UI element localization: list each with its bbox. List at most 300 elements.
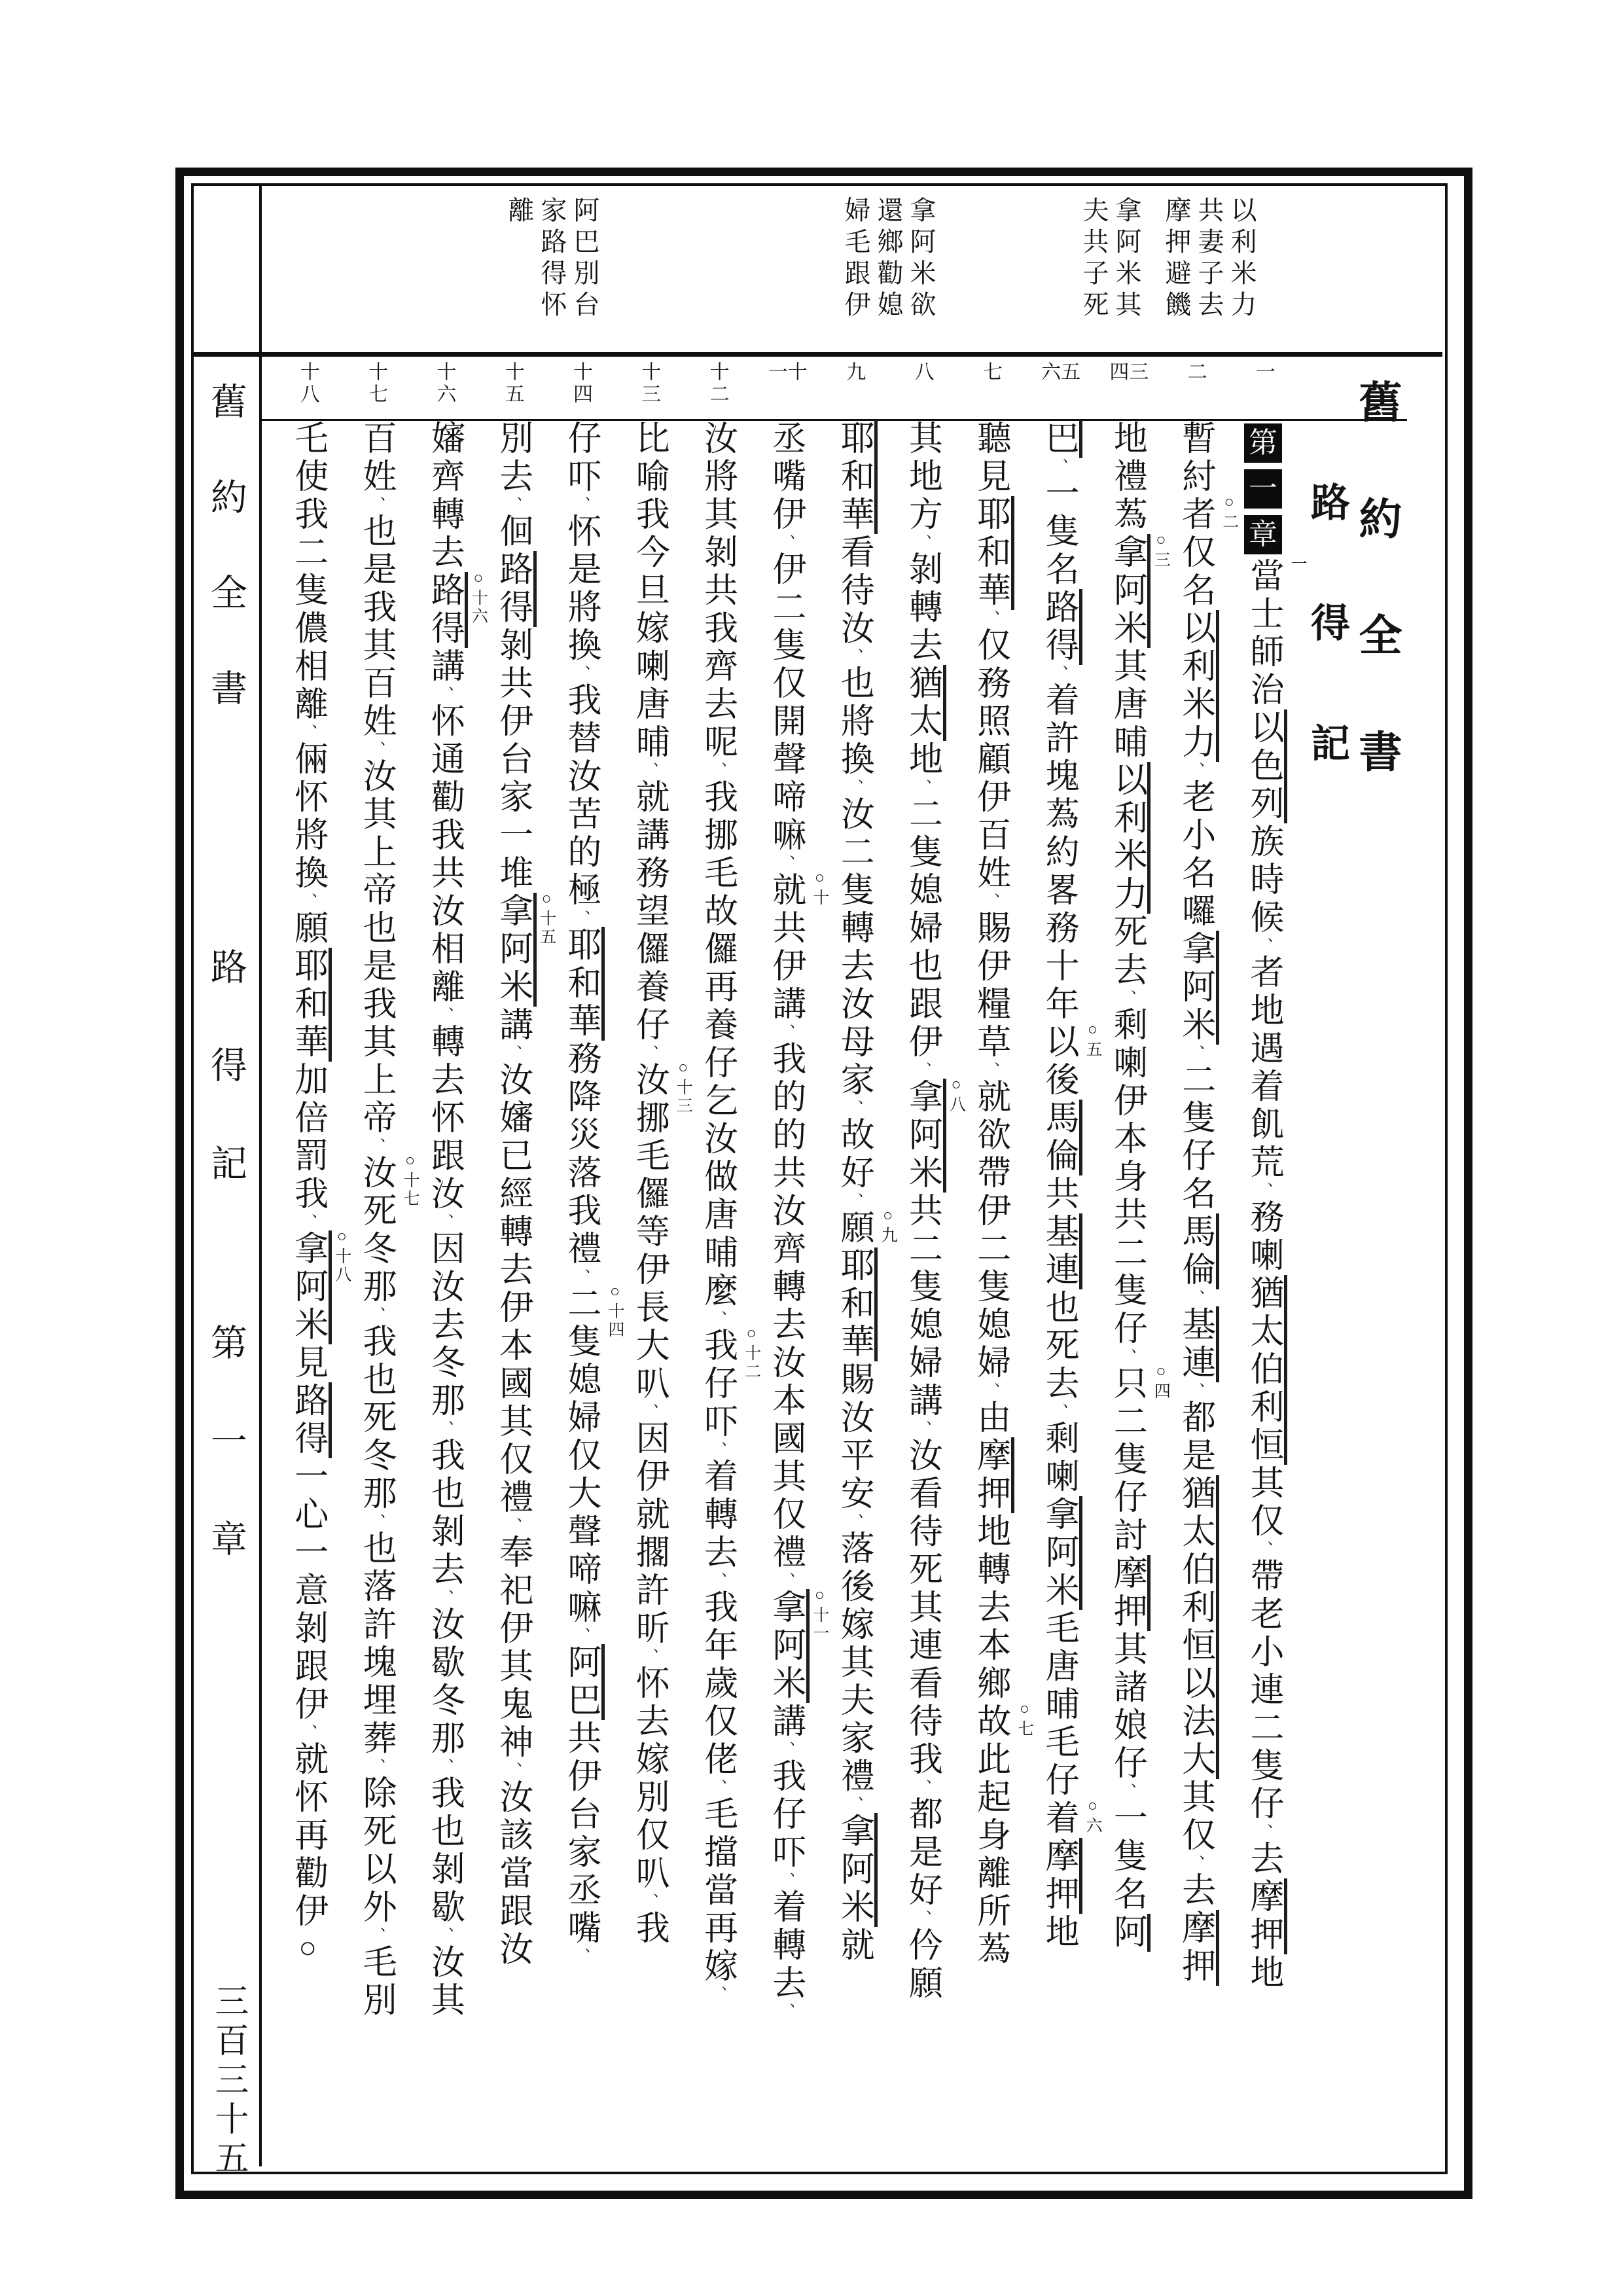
punctuation: 、: [435, 686, 453, 703]
summary-elimelech-to-moab: [1153, 196, 1258, 351]
proper-name: 以利米力: [1177, 610, 1219, 762]
text-run: 怀通勸我共汝相離: [425, 703, 463, 1007]
text-run: 着轉去: [766, 1889, 804, 2003]
punctuation: 、: [708, 762, 726, 779]
text-run: 乇使我二隻儂相離: [289, 420, 327, 724]
proper-name: 摩押: [1177, 1910, 1219, 1986]
summary-column: 拿阿米其: [1112, 196, 1141, 322]
verse-marker-glyphs: ○八: [947, 1076, 965, 1114]
proper-name: 摩押: [1245, 1878, 1287, 1954]
verse-number-glyphs: 三: [1126, 361, 1148, 384]
punctuation: 、: [845, 1796, 863, 1813]
text-run: 去: [1176, 1872, 1214, 1910]
punctuation: 、: [298, 724, 316, 741]
proper-name: 基連: [1040, 1213, 1082, 1289]
verse-marker-glyphs: ○十三: [674, 1059, 692, 1115]
text-run: 務喇: [1245, 1199, 1282, 1275]
text-column-7: [834, 420, 897, 2174]
verse-marker-glyphs: ○十二: [742, 1325, 760, 1381]
verse-number-glyphs: 一: [764, 361, 787, 384]
proper-name: 摩押: [1040, 1838, 1082, 1914]
proper-name: 耶和華: [972, 496, 1014, 610]
punctuation: 、: [776, 1741, 794, 1758]
text-column-2: [1176, 420, 1238, 2174]
text-run: 我也剝去: [425, 1437, 463, 1589]
verse-number-glyphs: 四: [1106, 361, 1128, 384]
proper-name: 巴: [1040, 420, 1082, 458]
verse-marker-glyphs: ○十七: [401, 1152, 419, 1208]
verse-number-glyphs: 十五: [501, 361, 524, 406]
proper-name: 拿阿米: [289, 1230, 332, 1344]
punctuation: 、: [1050, 665, 1067, 682]
punctuation: 、: [981, 610, 999, 627]
proper-name: 拿阿米: [1108, 534, 1150, 648]
text-run: 也落許塊埋葬: [357, 1530, 395, 1758]
verse-marker-glyphs: ○七: [1015, 1700, 1033, 1738]
punctuation: 、: [1186, 1045, 1204, 1062]
verse-start-number: [285, 361, 330, 423]
verse-start-number: [900, 361, 944, 423]
text-run: 也是我其百姓: [357, 513, 395, 741]
proper-name: 拿阿米: [835, 1813, 878, 1927]
text-run: 當士師治: [1245, 558, 1282, 709]
punctuation: 、: [435, 1589, 453, 1606]
text-run: 就共伊講: [766, 872, 804, 1024]
text-run: 帶老小連二隻仔: [1245, 1558, 1282, 1823]
punctuation: 、: [367, 1513, 385, 1530]
text-column-13: [425, 420, 488, 2174]
text-run: 因伊就擱許昕: [630, 1420, 668, 1648]
verse-number-glyphs: 五: [1058, 361, 1080, 384]
summary-naomi-husband-sons-die: [1075, 196, 1143, 351]
verse-start-number: [968, 361, 1012, 423]
proper-name: 拿阿米: [1040, 1496, 1082, 1610]
punctuation: 、: [1186, 762, 1204, 779]
text-run: 倆怀將換: [289, 741, 327, 893]
proper-name: 耶和華: [289, 948, 332, 1062]
punctuation: 、: [298, 893, 316, 910]
text-run: 講: [766, 1703, 804, 1741]
punctuation: 、: [845, 1513, 863, 1530]
text-run: 我年歲仅佬: [698, 1589, 736, 1779]
text-run: 就講務望儸養仔: [630, 779, 668, 1045]
punctuation: 、: [298, 1724, 316, 1741]
proper-name: 摩押: [1108, 1555, 1150, 1631]
verse-number-glyphs: 十八: [296, 361, 319, 406]
text-run: 其地方: [903, 420, 941, 534]
text-column-9: [698, 420, 760, 2174]
punctuation: 、: [1186, 1855, 1204, 1872]
proper-name: 阿巴: [562, 1644, 605, 1720]
proper-name: 猶太: [904, 665, 946, 741]
punctuation: 、: [435, 1007, 453, 1024]
verse-number-glyphs: 六: [1038, 361, 1060, 384]
punctuation: 、: [1050, 1403, 1067, 1420]
punctuation: 、: [1118, 1783, 1135, 1800]
summary-naomi-returns: [832, 196, 937, 351]
header-separator-line: [194, 352, 1442, 357]
punctuation: 、: [572, 665, 589, 682]
text-run: 都是: [1176, 1399, 1214, 1475]
text-run: 伊二隻仅開聲啼嘛: [766, 551, 804, 855]
text-run: 丞嘴伊: [766, 420, 804, 534]
proper-name: 耶和華: [835, 420, 878, 534]
punctuation: 、: [913, 1779, 931, 1796]
punctuation: 、: [708, 1310, 726, 1327]
text-run: 共: [1040, 1175, 1078, 1213]
punctuation: 、: [913, 1910, 931, 1927]
text-run: 我也死冬那: [357, 1323, 395, 1513]
punctuation: 、: [708, 1441, 726, 1458]
text-run: 毛擋當再嫁: [698, 1796, 736, 1986]
verse-start-number: [353, 361, 398, 423]
chapter-heading-block: 一: [1244, 469, 1282, 509]
verse-marker-glyphs: ○十五: [537, 890, 556, 946]
margin-section-title: 路得記: [205, 948, 246, 1242]
text-run: 汝該當跟汝: [493, 1779, 531, 1969]
text-run: 汝挪毛儸等伊長大叭: [630, 1062, 668, 1403]
punctuation: 、: [845, 779, 863, 796]
punctuation: 、: [981, 1062, 999, 1079]
section-title: 路得記: [1306, 482, 1349, 843]
text-run: 轉去怀跟汝: [425, 1024, 463, 1213]
verse-start-number: [626, 361, 671, 423]
book-title: 舊約全書: [1352, 380, 1400, 846]
text-run: 地轉去本鄉: [971, 1513, 1009, 1703]
punctuation: 、: [640, 1403, 658, 1420]
text-run: 落後嫁其夫家禮: [835, 1530, 873, 1796]
punctuation: 、: [776, 1872, 794, 1889]
punctuation: 、: [845, 1193, 863, 1210]
verse-start-number: [490, 361, 535, 423]
text-run: 其仅: [1245, 1465, 1282, 1541]
verse-start-number: [1173, 361, 1217, 423]
text-run: 者地遇着飢荒: [1245, 954, 1282, 1182]
verse-number-glyphs: 十四: [570, 361, 592, 406]
verse-number-glyphs: 十二: [706, 361, 728, 406]
verse-number-glyphs: 八: [911, 361, 933, 384]
punctuation: 、: [572, 1268, 589, 1285]
text-run: 仔吓: [562, 420, 599, 496]
punctuation: 、: [1255, 1823, 1272, 1840]
text-run: 也死去: [1040, 1289, 1078, 1403]
margin-book-title: 舊約全書: [205, 382, 246, 764]
text-run: 只二隻仔討: [1108, 1365, 1146, 1555]
text-run: 其諸娘仔: [1108, 1631, 1146, 1783]
text-run: 地: [1040, 1914, 1078, 1952]
text-run: 也將換: [835, 665, 873, 779]
punctuation: 、: [367, 1758, 385, 1775]
summary-column: 婦毛跟伊: [841, 196, 870, 322]
punctuation: 、: [708, 1779, 726, 1796]
punctuation: 、: [435, 1758, 453, 1775]
punctuation: 、: [845, 648, 863, 665]
text-run: 汝看待死其連看待我: [903, 1437, 941, 1779]
punctuation: 、: [1255, 1541, 1272, 1558]
margin-separator-line: [259, 186, 262, 2166]
punctuation: 、: [435, 1927, 453, 1944]
summary-column: 以利米力: [1227, 196, 1257, 322]
summary-column: 家路得怀: [537, 196, 567, 322]
verse-marker-glyphs: ○六: [1084, 1797, 1102, 1835]
punctuation: 、: [640, 762, 658, 779]
summary-column: 拿阿米欲: [906, 196, 936, 322]
summary-column: 摩押避饑: [1162, 196, 1191, 322]
text-run: 就怀再勸伊: [289, 1741, 327, 1931]
summary-orpah-leaves-ruth-stays: [496, 196, 601, 351]
punctuation: 、: [776, 534, 794, 551]
punctuation: 、: [367, 741, 385, 758]
verse-marker-glyphs: ○十: [810, 869, 829, 907]
text-run: 別去: [493, 420, 531, 496]
verse-start-number: [831, 361, 876, 423]
text-run: 我挪毛故儸再養仔乞汝做唐晡麼: [698, 779, 736, 1310]
verse-marker-glyphs: 一: [1289, 555, 1306, 573]
proper-name: 路得: [1040, 589, 1082, 665]
text-run: 剩喇: [1040, 1420, 1078, 1496]
text-run: 我仔吓: [698, 1327, 736, 1441]
text-run: 汝二隻轉去汝母家: [835, 796, 873, 1100]
text-run: 汝歇冬那: [425, 1606, 463, 1758]
text-run: 除死以外: [357, 1775, 395, 1927]
text-run: 怀去嫁別仅叭: [630, 1665, 668, 1893]
text-run: 汝將其剝共我齊去呢: [698, 420, 736, 762]
chapter-heading-block: 章: [1244, 515, 1282, 554]
text-run: 我替汝苦的極: [562, 682, 599, 910]
summary-column: 夫共子死: [1079, 196, 1109, 322]
punctuation: 、: [1255, 937, 1272, 954]
text-column-11: [562, 420, 624, 2174]
text-run: 就欲帶伊二隻媳婦: [971, 1079, 1009, 1382]
text-column-1: [1244, 420, 1306, 2174]
punctuation: 、: [503, 496, 521, 513]
punctuation: 、: [572, 1948, 589, 1965]
proper-name: 拿阿米: [904, 1079, 946, 1193]
punctuation: 、: [640, 1648, 658, 1665]
text-run: 一隻名: [1040, 475, 1078, 589]
punctuation: 、: [435, 1213, 453, 1230]
punctuation: 、: [913, 779, 931, 796]
text-run: 由: [971, 1399, 1009, 1437]
text-run: 地: [1245, 1954, 1282, 1992]
text-run: 見: [289, 1344, 327, 1382]
verse-marker-glyphs: ○十四: [606, 1283, 624, 1339]
verse-start-number: [1241, 361, 1285, 423]
proper-name: 拿阿米: [1177, 931, 1219, 1045]
verse-marker-glyphs: ○十八: [332, 1228, 351, 1284]
verse-number-glyphs: 一: [1253, 361, 1274, 384]
text-run: 一心一意剝跟伊: [289, 1458, 327, 1724]
punctuation: 、: [298, 1213, 316, 1230]
text-run: 死去: [1108, 914, 1146, 990]
text-column-10: [630, 420, 692, 2174]
text-run: 我: [630, 1910, 668, 1948]
punctuation: 、: [913, 1420, 931, 1437]
proper-name: 路得: [494, 551, 537, 627]
chapter-heading-block: 第: [1244, 423, 1282, 463]
text-run: 族時候: [1245, 823, 1282, 937]
summary-column: 阿巴別台: [570, 196, 599, 322]
proper-name: 拿阿米: [767, 1589, 810, 1703]
verse-marker-glyphs: ○九: [879, 1207, 897, 1245]
proper-name: 猶太伯利恒: [1177, 1475, 1219, 1665]
proper-name: 阿: [1108, 1914, 1150, 1952]
text-run: 二隻仔名: [1176, 1062, 1214, 1213]
punctuation: 、: [776, 1572, 794, 1589]
punctuation: 、: [708, 1986, 726, 2003]
proper-name: 猶太伯利恒: [1245, 1275, 1287, 1465]
punctuation: 、: [367, 1927, 385, 1944]
text-run: 就: [835, 1927, 873, 1965]
proper-name: 摩押: [972, 1437, 1014, 1513]
margin-chapter-label: 第一章: [205, 1323, 246, 1618]
text-run: 老小名囉: [1176, 779, 1214, 931]
summary-column: 離: [505, 196, 534, 228]
punctuation: 、: [776, 2003, 794, 2020]
margin-page-number: 三百三十五: [209, 1983, 247, 2179]
text-run: 我仔吓: [766, 1758, 804, 1872]
punctuation: 、: [367, 1138, 385, 1155]
verse-marker-glyphs: ○十六: [469, 569, 488, 626]
verse-start-number: [558, 361, 603, 423]
verse-start-number: [695, 361, 740, 423]
punctuation: 、: [1186, 1382, 1204, 1399]
text-run: 毛唐晡毛仔: [1040, 1610, 1078, 1800]
text-run: 一隻名: [1108, 1800, 1146, 1914]
summary-column: 還鄉勸媳: [874, 196, 903, 322]
proper-name: 以色列: [1245, 709, 1287, 823]
punctuation: 、: [572, 1627, 589, 1644]
verse-marker-glyphs: ○四: [1152, 1363, 1170, 1401]
text-run: 二隻媳婦仅大聲啼嘛: [562, 1285, 599, 1627]
verse-number-glyphs: 九: [843, 361, 865, 384]
summary-column: 共妻子去: [1194, 196, 1224, 322]
punctuation: 、: [640, 1045, 658, 1062]
punctuation: 、: [503, 1517, 521, 1534]
text-run: 剩喇伊本身共二隻仔: [1108, 1007, 1146, 1348]
text-run: 以後: [1040, 1024, 1078, 1100]
text-run: 去: [1245, 1840, 1282, 1878]
verse-start-number: [1104, 361, 1149, 423]
punctuation: 、: [435, 1420, 453, 1437]
text-run: 嬸齊轉去: [425, 420, 463, 572]
proper-name: 基連: [1177, 1306, 1219, 1382]
text-run: 毛別: [357, 1944, 395, 2020]
text-column-6: [903, 420, 965, 2174]
text-run: 仱願: [903, 1927, 941, 2003]
punctuation: 、: [367, 1306, 385, 1323]
text-run: 賜汝平安: [835, 1361, 873, 1513]
text-run: 共二隻媳婦講: [903, 1193, 941, 1420]
punctuation: 、: [503, 1762, 521, 1779]
text-run: 我的的共汝齊轉去汝本國其仅禮: [766, 1041, 804, 1572]
text-column-8: [766, 420, 829, 2174]
text-run: 其仅: [1176, 1779, 1214, 1855]
text-column-3: [1107, 420, 1170, 2174]
punctuation: 、: [913, 1062, 931, 1079]
text-run: 都是好: [903, 1796, 941, 1910]
punctuation: 、: [1050, 458, 1067, 475]
punctuation: 、: [981, 1382, 999, 1399]
verse-marker-glyphs: ○二: [1220, 493, 1238, 531]
text-run: 聽見: [971, 420, 1009, 496]
proper-name: 馬倫: [1177, 1213, 1219, 1289]
text-run: 願: [289, 910, 327, 948]
text-run: 因汝去冬那: [425, 1230, 463, 1420]
punctuation: 、: [1186, 1289, 1204, 1306]
verse-marker-glyphs: ○五: [1084, 1021, 1102, 1059]
text-run: 講: [493, 1007, 531, 1045]
text-run: 汝其: [425, 1944, 463, 2020]
punctuation: 、: [1118, 990, 1135, 1007]
punctuation: 、: [503, 1045, 521, 1062]
punctuation: 、: [776, 855, 794, 872]
punctuation: 、: [367, 496, 385, 513]
text-run: 共伊台家丞嘴: [562, 1720, 599, 1948]
verse-number-glyphs: 十七: [365, 361, 387, 406]
text-run: 者仅名: [1176, 496, 1214, 610]
text-run: 故好: [835, 1117, 873, 1193]
text-run: 地禮蒍: [1108, 420, 1146, 534]
verse-start-number: [421, 361, 466, 423]
proper-name: 路得: [289, 1382, 332, 1458]
text-run: 剝轉去: [903, 551, 941, 665]
punctuation: 、: [640, 1893, 658, 1910]
text-run: 我也剝歇: [425, 1775, 463, 1927]
proper-name: 馬倫: [1040, 1100, 1082, 1175]
text-run: 仅務照顧伊百姓: [971, 627, 1009, 893]
text-run: 汝死冬那: [357, 1155, 395, 1306]
text-run: 汝嬸已經轉去伊本國其仅禮: [493, 1062, 531, 1517]
text-run: 奉祀伊其鬼神: [493, 1534, 531, 1762]
text-run: 加倍罰我: [289, 1062, 327, 1213]
text-run: 着許塊蒍約畧務十年: [1040, 682, 1078, 1024]
text-run: 佪: [493, 513, 531, 551]
punctuation: 、: [1255, 1182, 1272, 1199]
text-column-12: [493, 420, 556, 2174]
proper-name: 以利米力: [1108, 762, 1150, 914]
text-column-15: [289, 420, 351, 2174]
punctuation: 、: [913, 534, 931, 551]
text-run: 着轉去: [698, 1458, 736, 1572]
verse-marker-glyphs: ○三: [1152, 531, 1170, 569]
text-run: 着: [1040, 1800, 1078, 1838]
text-run: 故此起身離所蒍: [971, 1703, 1009, 1969]
verse-marker-glyphs: ○十一: [810, 1587, 829, 1643]
text-run: 賜伊糧草: [971, 910, 1009, 1062]
text-run: 剝共伊台家一堆: [493, 627, 531, 893]
proper-name: 耶和華: [562, 927, 605, 1041]
punctuation: 、: [776, 1024, 794, 1041]
punctuation: 、: [845, 1100, 863, 1117]
verse-start-number: [1036, 361, 1080, 423]
verse-number-glyphs: 十: [784, 361, 806, 384]
punctuation: 、: [708, 1572, 726, 1589]
text-column-4: [1039, 420, 1102, 2174]
text-run: 地: [903, 741, 941, 779]
text-run: 講: [425, 648, 463, 686]
proper-name: 以法大: [1177, 1665, 1219, 1779]
punctuation: 、: [1118, 1348, 1135, 1365]
text-run: 願: [835, 1210, 873, 1247]
text-run: 務降災落我禮: [562, 1041, 599, 1268]
proper-name: 路得: [425, 572, 468, 648]
text-run: 比喻我今旦嫁喇唐晡: [630, 420, 668, 762]
proper-name: 耶和華: [835, 1247, 878, 1361]
text-run: 怀是將換: [562, 513, 599, 665]
verse-number-glyphs: 七: [979, 361, 1001, 384]
verse-start-number: [763, 361, 808, 423]
